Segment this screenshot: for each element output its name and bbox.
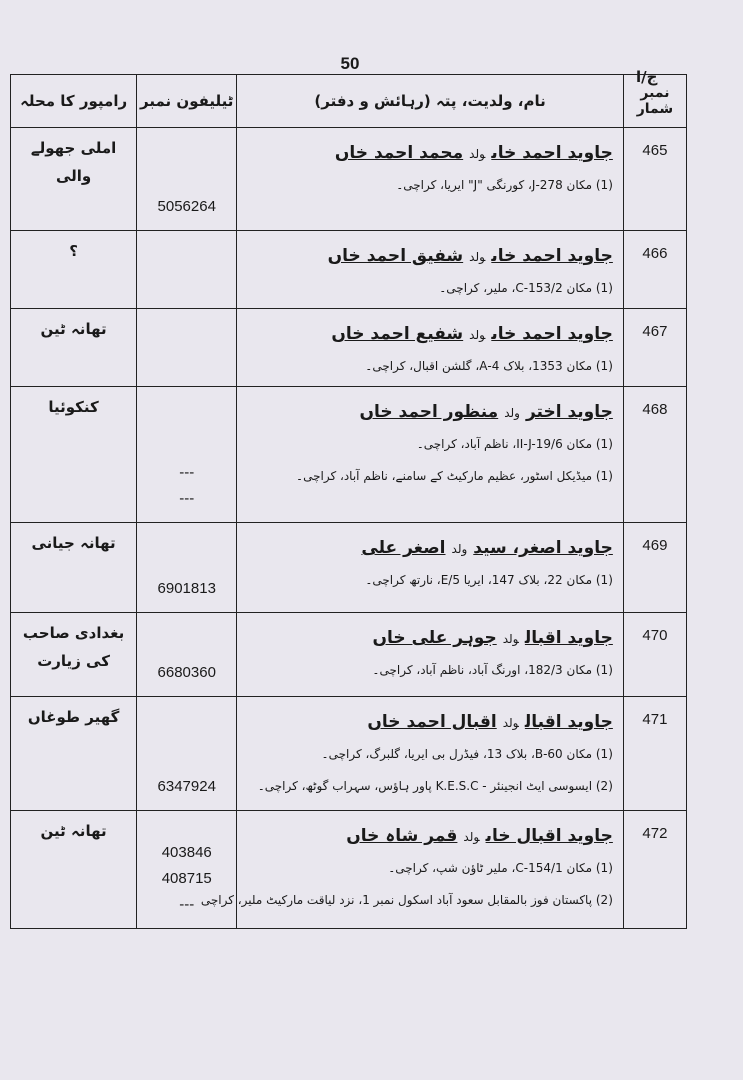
entry-name-line <box>243 535 613 562</box>
table-row <box>11 387 687 523</box>
person-name: جاوید اقبال <box>524 628 613 648</box>
area-cell: ؟ <box>11 231 137 309</box>
serial-number: 466 <box>623 231 686 309</box>
person-name: جاوید اقبال خاں <box>485 826 613 846</box>
area-cell: تھانہ ٹین <box>11 309 137 387</box>
name-cell <box>237 128 624 231</box>
phone-number: 403846 <box>161 844 212 861</box>
name-cell <box>237 231 624 309</box>
phone-number: 6680360 <box>157 664 216 681</box>
phone-cell <box>137 128 237 231</box>
entry-name-line <box>243 321 613 348</box>
corner-mark: ج/ا <box>636 68 658 86</box>
header-area: رامپور کا محلہ <box>11 75 137 128</box>
phone-cell <box>137 523 237 613</box>
serial-number: 467 <box>623 309 686 387</box>
wald-label: ولد <box>502 632 519 646</box>
area-cell: املی جھولے والی <box>11 128 137 231</box>
phone-cell <box>137 309 237 387</box>
table-row <box>11 309 687 387</box>
area-cell: تھانہ ٹین <box>11 811 137 929</box>
area-cell: کنکوئیا <box>11 387 137 523</box>
phone-cell <box>137 231 237 309</box>
father-name: اصغر علی <box>361 538 446 558</box>
address-line: (1) میڈیکل اسٹور، عظیم مارکیٹ کے سامنے، ناظم آباد، کراچی۔ <box>296 469 613 483</box>
area-cell: تھانہ جیانی <box>11 523 137 613</box>
wald-label: ولد <box>502 716 519 730</box>
phone-number: 408715 <box>161 870 212 887</box>
father-name: جوہر علی خاں <box>372 628 497 648</box>
name-cell <box>237 523 624 613</box>
name-cell <box>237 613 624 697</box>
header-name: نام، ولدیت، پتہ (رہائش و دفتر) <box>237 75 624 128</box>
table-row <box>11 613 687 697</box>
person-name: جاوید اصغر، سید <box>473 538 613 558</box>
area-cell: بغدادی صاحب کی زیارت <box>11 613 137 697</box>
address-line: (1) مکان II-J-19/6، ناظم آباد، کراچی۔ <box>416 437 613 451</box>
name-cell <box>237 697 624 811</box>
father-name: شفیع احمد خاں <box>331 324 464 344</box>
entry-name-line <box>243 399 613 426</box>
table-row <box>11 523 687 613</box>
wald-label: ولد <box>469 250 486 264</box>
person-name: جاوید احمد خاں <box>491 324 613 344</box>
address-line: (1) مکان C-154/1، ملیر ٹاؤن شپ، کراچی۔ <box>388 861 613 875</box>
phone-cell <box>137 697 237 811</box>
person-name: جاوید احمد خاں <box>491 143 613 163</box>
entry-name-line <box>243 625 613 652</box>
phone-number: 6901813 <box>157 580 216 597</box>
phone-number: 6347924 <box>157 778 216 795</box>
serial-number: 470 <box>623 613 686 697</box>
wald-label: ولد <box>451 542 468 556</box>
directory-table <box>10 74 687 929</box>
father-name: منظور احمد خاں <box>359 402 499 422</box>
address-line: (1) مکان 278-J، کورنگی "J" ایریا، کراچی۔ <box>396 178 613 192</box>
entry-name-line <box>243 823 613 850</box>
entry-name-line <box>243 140 613 167</box>
header-phone: ٹیلیفون نمبر <box>137 75 237 128</box>
header-number: نمبر شمار <box>623 75 686 128</box>
phone-cell <box>137 613 237 697</box>
table-row <box>11 697 687 811</box>
father-name: اقبال احمد خاں <box>367 712 497 732</box>
address-line: (1) مکان 182/3، اورنگ آباد، ناظم آباد، کراچی۔ <box>372 663 613 677</box>
serial-number: 465 <box>623 128 686 231</box>
serial-number: 468 <box>623 387 686 523</box>
wald-label: ولد <box>469 147 486 161</box>
address-line: (2) ایسوسی ایٹ انجینئر - K.E.S.C پاور ہاؤس، سہراب گوٹھ، کراچی۔ <box>257 779 613 793</box>
serial-number: 472 <box>623 811 686 929</box>
serial-number: 471 <box>623 697 686 811</box>
address-line: (1) مکان C-153/2، ملیر، کراچی۔ <box>439 281 613 295</box>
wald-label: ولد <box>463 830 480 844</box>
wald-label: ولد <box>504 406 520 420</box>
father-name: قمر شاہ خاں <box>346 826 458 846</box>
phone-cell <box>137 387 237 523</box>
wald-label: ولد <box>469 328 486 342</box>
table-row <box>11 231 687 309</box>
person-name: جاوید اختر <box>525 402 613 422</box>
header-row <box>11 75 687 128</box>
address-line: (2) پاکستان فوز بالمقابل سعود آباد اسکول نمبر 1، نزد لیاقت مارکیٹ ملیر، کراچی <box>200 893 613 907</box>
father-name: محمد احمد خاں <box>334 143 464 163</box>
person-name: جاوید احمد خاں <box>491 246 613 266</box>
name-cell <box>237 309 624 387</box>
phone-number: --- <box>179 490 195 507</box>
serial-number: 469 <box>623 523 686 613</box>
entry-name-line <box>243 243 613 270</box>
address-line: (1) مکان B-60، بلاک 13، فیڈرل بی ایریا، گلبرگ، کراچی۔ <box>321 747 613 761</box>
address-line: (1) مکان 22، بلاک 147، ایریا 5/E، نارتھ کراچی۔ <box>365 573 613 587</box>
address-line: (1) مکان 1353، بلاک 4-A، گلشن اقبال، کراچی۔ <box>365 359 613 373</box>
phone-number: 5056264 <box>157 198 216 215</box>
phone-number: --- <box>179 896 195 913</box>
person-name: جاوید اقبال <box>524 712 613 732</box>
name-cell <box>237 387 624 523</box>
name-cell <box>200 811 624 929</box>
area-cell: گھیر طوغاں <box>11 697 137 811</box>
table-row <box>11 811 687 929</box>
entry-name-line <box>243 709 613 736</box>
page-number: 50 <box>340 54 360 73</box>
phone-number: --- <box>179 464 195 481</box>
father-name: شفیق احمد خاں <box>327 246 464 266</box>
table-row <box>11 128 687 231</box>
